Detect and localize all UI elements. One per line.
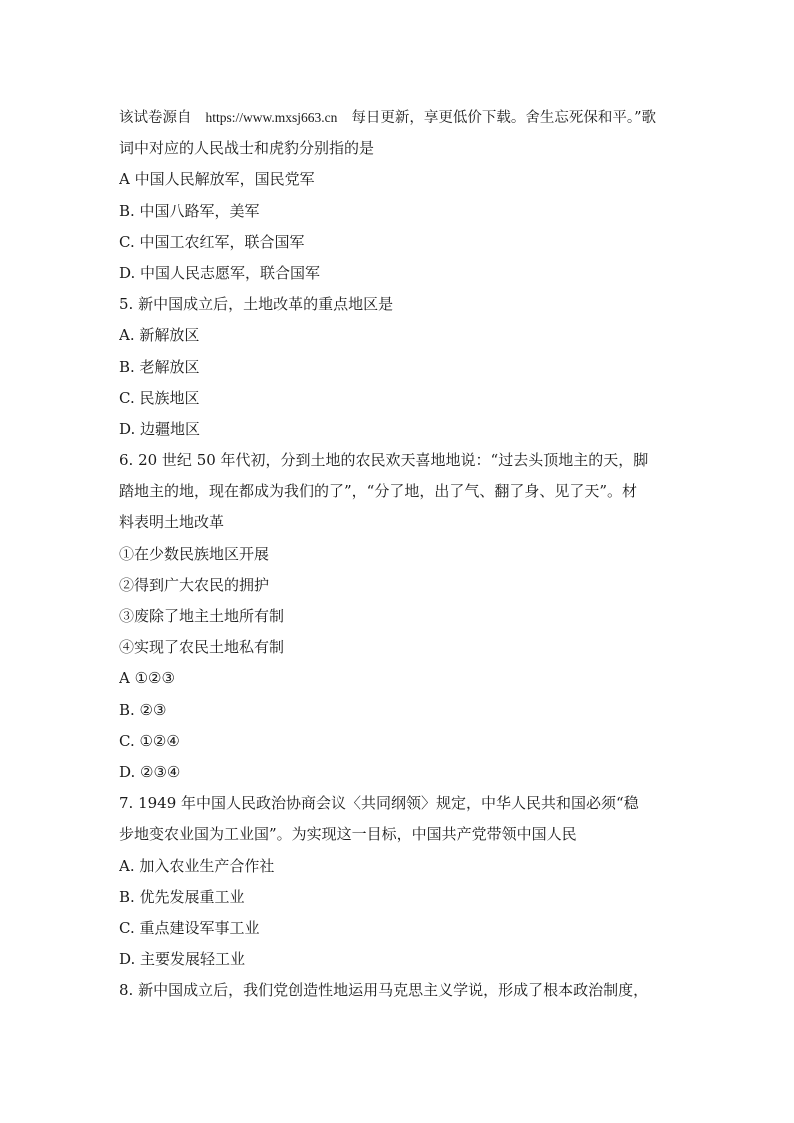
question-5-option-c: C. 民族地区 — [119, 388, 200, 407]
question-4-option-b: B. 中国八路军，美军 — [119, 201, 260, 220]
question-8 — [119, 975, 681, 1006]
question-5-option-a: A. 新解放区 — [119, 326, 200, 345]
question-7-option-c: C. 重点建设军事工业 — [119, 918, 260, 937]
question-5-option-d: D. 边疆地区 — [119, 419, 201, 438]
question-7 — [119, 788, 681, 975]
question-7-stem-line-2: 步地变农业国为工业国”。为实现这一目标，中国共产党带领中国人民 — [119, 825, 577, 844]
question-4-option-a: A 中国人民解放军，国民党军 — [119, 170, 315, 189]
header-tail-text: 每日更新，享更低价下载。舍生忘死保和平。”歌 — [351, 110, 657, 126]
question-5-stem: 5. 新中国成立后，土地改革的重点地区是 — [119, 295, 394, 314]
question-6-option-c: C. ①②④ — [119, 731, 180, 750]
question-6-stem-line-1: 6. 20 世纪 50 年代初，分到土地的农民欢天喜地地说：“过去头顶地主的天，脚 — [119, 451, 649, 470]
document-body — [119, 102, 681, 1006]
question-8-stem-line-1: 8. 新中国成立后，我们党创造性地运用马克思主义学说，形成了根本政治制度， — [119, 981, 649, 1000]
question-6-item-4: ④实现了农民土地私有制 — [119, 638, 285, 657]
question-6-option-b: B. ②③ — [119, 700, 167, 719]
question-6-item-3: ③废除了地主土地所有制 — [119, 607, 285, 625]
question-4 — [119, 133, 681, 289]
question-6-option-a: A ①②③ — [119, 669, 175, 688]
question-7-option-a: A. 加入农业生产合作社 — [119, 856, 275, 875]
question-7-option-d: D. 主要发展轻工业 — [119, 950, 246, 969]
source-header-line — [119, 102, 681, 133]
question-6-stem-line-3: 料表明土地改革 — [119, 513, 225, 532]
question-4-option-d: D. 中国人民志愿军，联合国军 — [119, 263, 321, 282]
question-4-option-c: C. 中国工农红军，联合国军 — [119, 232, 305, 251]
question-6-option-d: D. ②③④ — [119, 762, 181, 781]
source-label: 该试卷源自 — [119, 110, 192, 126]
question-4-stem: 词中对应的人民战士和虎豹分别指的是 — [119, 139, 375, 158]
question-6-stem-line-2: 踏地主的地，现在都成为我们的了”，“分了地，出了气、翻了身、见了天”。材 — [119, 482, 638, 501]
question-6 — [119, 445, 681, 788]
question-6-item-2: ②得到广大农民的拥护 — [119, 575, 270, 594]
question-5-option-b: B. 老解放区 — [119, 357, 200, 376]
question-6-item-1: ①在少数民族地区开展 — [119, 544, 270, 563]
question-5 — [119, 289, 681, 445]
question-7-option-b: B. 优先发展重工业 — [119, 887, 245, 906]
source-url-link[interactable]: https://www.mxsj663.cn — [205, 110, 338, 125]
question-7-stem-line-1: 7. 1949 年中国人民政治协商会议〈共同纲领〉规定，中华人民共和国必须“稳 — [119, 794, 639, 813]
